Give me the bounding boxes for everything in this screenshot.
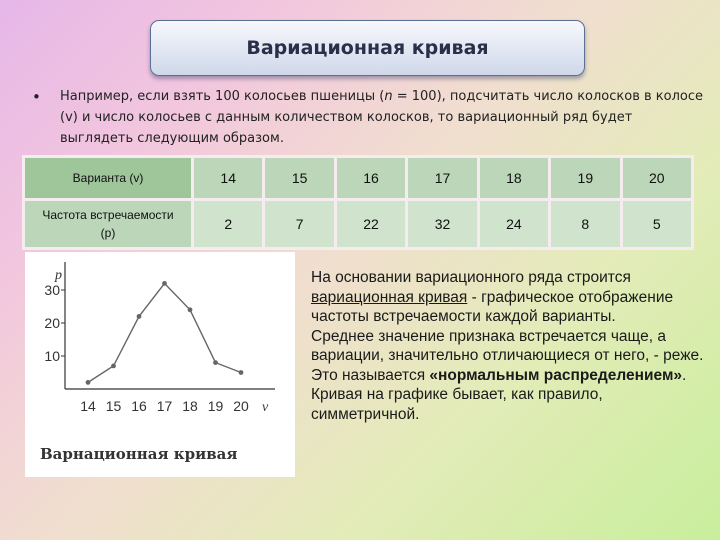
frequency-header-line2: (p) — [100, 226, 116, 240]
variant-cell: 20 — [621, 157, 692, 200]
frequency-cell: 22 — [335, 200, 406, 249]
y-tick-label: 10 — [44, 348, 60, 364]
description-text — [311, 268, 706, 424]
series-line — [88, 283, 241, 382]
chart-panel — [25, 252, 295, 477]
frequency-cell: 5 — [621, 200, 692, 249]
desc-part-2: - графическое отображение частоты встречаемости каждой варианты. — [311, 288, 674, 325]
frequency-cell: 24 — [478, 200, 549, 249]
chart-caption: Варнационная кривая — [40, 445, 238, 463]
frequency-header-line1: Частота встречаемости — [42, 208, 174, 222]
data-point — [239, 370, 244, 375]
title-box — [150, 20, 585, 76]
data-point — [213, 360, 218, 365]
y-tick-label: 30 — [44, 282, 60, 298]
x-axis-label: v — [262, 400, 269, 415]
frequency-cell: 7 — [264, 200, 335, 249]
variant-cell: 15 — [264, 157, 335, 200]
variant-row — [24, 157, 693, 200]
desc-part-3: Среднее значение признака встречается чаще, а вариации, значительно отличающиеся от него, - реже. Это называется — [311, 327, 704, 384]
variation-table — [22, 155, 694, 250]
data-point — [162, 281, 167, 286]
variant-row-header: Варианта (v) — [24, 157, 193, 200]
variant-cell: 14 — [193, 157, 264, 200]
frequency-cell: 8 — [550, 200, 621, 249]
variant-cell: 18 — [478, 157, 549, 200]
x-tick-label: 14 — [80, 398, 96, 414]
y-tick-label: 20 — [44, 315, 60, 331]
frequency-row — [24, 200, 693, 249]
frequency-row-header — [24, 200, 193, 249]
x-tick-label: 17 — [156, 398, 173, 414]
variant-cell: 17 — [407, 157, 478, 200]
data-point — [188, 307, 193, 312]
variant-cell: 16 — [335, 157, 406, 200]
x-tick-label: 16 — [131, 398, 147, 414]
desc-part-4: . Кривая на графике бывает, как правило, симметричной. — [311, 366, 687, 423]
y-axis-label: p — [55, 268, 62, 283]
variation-curve-chart — [25, 252, 295, 477]
x-tick-label: 19 — [207, 398, 224, 414]
desc-part-1: На основании вариационного ряда строится — [311, 269, 631, 286]
data-point — [86, 380, 91, 385]
variant-cell: 19 — [550, 157, 621, 200]
x-tick-label: 18 — [182, 398, 198, 414]
term-variation-curve: вариационная кривая — [311, 288, 468, 306]
term-normal-distribution: «нормальным распределением» — [429, 366, 683, 384]
frequency-cell: 32 — [407, 200, 478, 249]
bullet-marker: • — [32, 88, 41, 106]
n-symbol: n — [384, 89, 393, 104]
data-point — [137, 314, 142, 319]
slide-title: Вариационная кривая — [246, 37, 489, 59]
x-tick-label: 15 — [105, 398, 122, 414]
intro-paragraph — [60, 86, 708, 149]
x-tick-label: 20 — [233, 398, 249, 414]
data-point — [111, 364, 116, 369]
intro-text-2: = 100), подсчитать число колосков в колосе (v) и число колосьев с данным количеством колосков, то вариационный ряд будет выглядеть следующим образом. — [60, 89, 704, 146]
intro-text-1: Например, если взять 100 колосьев пшеницы ( — [60, 89, 385, 104]
frequency-cell: 2 — [193, 200, 264, 249]
